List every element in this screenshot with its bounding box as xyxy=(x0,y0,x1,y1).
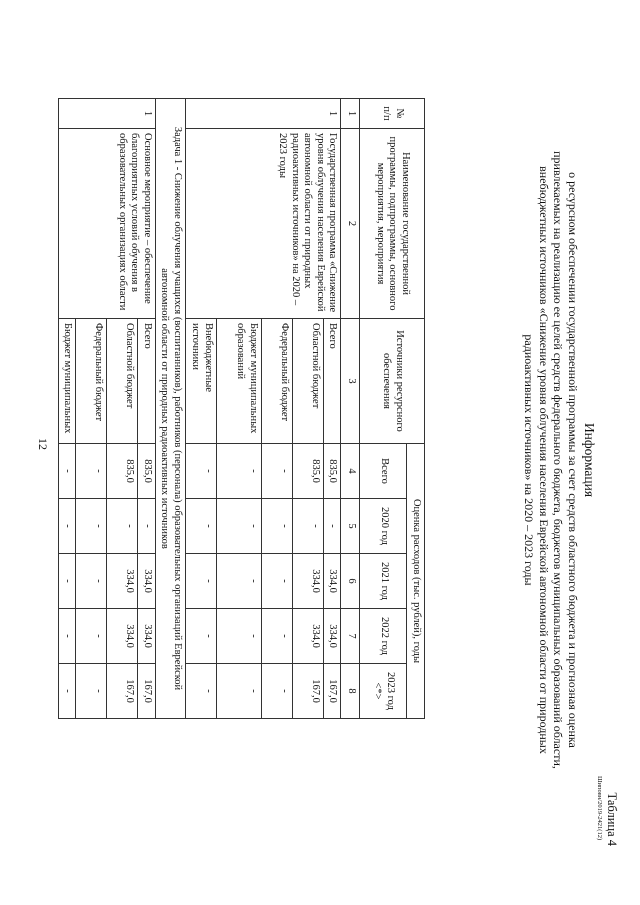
header-2020: 2020 год xyxy=(360,499,407,554)
index-cell: 5 xyxy=(341,499,360,554)
value-cell: - xyxy=(59,444,77,499)
value-cell: 835,0 xyxy=(138,444,156,499)
value-cell: 835,0 xyxy=(324,444,342,499)
index-cell: 2 xyxy=(341,129,360,319)
resource-table xyxy=(58,98,425,771)
source-cell: Бюджет муниципальных образований xyxy=(217,319,262,444)
value-cell: 167,0 xyxy=(138,664,156,719)
subtitle-line: радиоактивных источников» на 2020 – 2023 годы xyxy=(522,334,537,586)
index-cell: 1 xyxy=(341,99,360,129)
value-cell: - xyxy=(76,499,107,554)
source-cell: Всего xyxy=(324,319,342,444)
source-cell: Областной бюджет xyxy=(107,319,138,444)
header-estimate: Оценка расходов (тыс. рублей), годы xyxy=(407,444,425,719)
value-cell: - xyxy=(217,664,262,719)
value-cell: - xyxy=(186,444,217,499)
header-2023: 2023 год <*> xyxy=(360,664,407,719)
source-cell: Областной бюджет xyxy=(293,319,324,444)
value-cell: 167,0 xyxy=(324,664,342,719)
value-cell: 167,0 xyxy=(293,664,324,719)
header-no: № п/п xyxy=(360,99,425,129)
value-cell: - xyxy=(138,499,156,554)
source-cell: Бюджет муниципальных xyxy=(59,319,77,444)
value-cell: - xyxy=(186,499,217,554)
page-number: 12 xyxy=(36,438,50,450)
value-cell: - xyxy=(217,499,262,554)
value-cell: - xyxy=(186,554,217,609)
document-title: Информация xyxy=(582,422,597,498)
value-cell: - xyxy=(217,554,262,609)
value-cell: - xyxy=(217,444,262,499)
value-cell: 334,0 xyxy=(107,554,138,609)
source-cell: Внебюджетные источники xyxy=(186,319,217,444)
index-cell: 3 xyxy=(341,319,360,444)
table-label: Таблица 4 xyxy=(605,792,619,846)
value-cell: 334,0 xyxy=(293,554,324,609)
value-cell: 334,0 xyxy=(324,609,342,664)
value-cell: 334,0 xyxy=(293,609,324,664)
value-cell: - xyxy=(59,609,77,664)
landscape-content xyxy=(51,50,621,860)
value-cell: - xyxy=(76,444,107,499)
value-cell: - xyxy=(262,609,293,664)
index-cell: 6 xyxy=(341,554,360,609)
source-cell: Всего xyxy=(138,319,156,444)
value-cell: - xyxy=(262,499,293,554)
subtitle-line: внебюджетных источников «Снижение уровня облучения населения Еврейской автономной области от природных xyxy=(537,166,551,754)
value-cell: 167,0 xyxy=(107,664,138,719)
value-cell: - xyxy=(59,499,77,554)
header-2022: 2022 год xyxy=(360,609,407,664)
document-heading xyxy=(522,90,597,830)
table-row xyxy=(138,99,156,771)
program-name: Государственная программа «Снижение уровня облучения населения Еврейской автономной области от природных радиоактивных источников» на 2020 – 2023 годы xyxy=(186,129,342,319)
row-number: 1 xyxy=(186,99,342,129)
index-cell: 4 xyxy=(341,444,360,499)
document-subtitle xyxy=(522,90,580,830)
value-cell: - xyxy=(217,609,262,664)
value-cell: 334,0 xyxy=(107,609,138,664)
value-cell: - xyxy=(76,554,107,609)
value-cell: 334,0 xyxy=(324,554,342,609)
table-row xyxy=(324,99,342,771)
value-cell: - xyxy=(59,554,77,609)
value-cell: - xyxy=(293,499,324,554)
value-cell: 334,0 xyxy=(138,609,156,664)
value-cell: - xyxy=(262,664,293,719)
header-name: Наименование государственной программы, подпрограммы, основного мероприятия, мероприятия xyxy=(360,129,425,319)
value-cell: - xyxy=(76,609,107,664)
header-total: Всего xyxy=(360,444,407,499)
subtitle-line: привлекаемых на реализацию ее целей средств федерального бюджета, бюджетов муниципальных образований области, xyxy=(551,151,566,769)
header-source: Источники ресурсного обеспечения xyxy=(360,319,425,444)
measure-name: Основное мероприятие – обеспечение благоприятных условий обучения в образовательных организациях области xyxy=(59,129,156,319)
value-cell: 835,0 xyxy=(107,444,138,499)
row-number: 1 xyxy=(59,99,156,129)
value-cell: - xyxy=(262,554,293,609)
value-cell: - xyxy=(186,664,217,719)
subtitle-line: о ресурсном обеспечении государственной программы за счет средств областного бюджета и прогнозная оценка xyxy=(566,172,580,748)
value-cell: - xyxy=(262,444,293,499)
value-cell: - xyxy=(59,664,77,719)
document-code: Шиповн/2019-2421(12) xyxy=(596,776,603,841)
source-cell: Федеральный бюджет xyxy=(76,319,107,444)
header-2021: 2021 год xyxy=(360,554,407,609)
table-row xyxy=(156,99,186,771)
value-cell: 334,0 xyxy=(138,554,156,609)
index-cell: 8 xyxy=(341,664,360,719)
value-cell: 835,0 xyxy=(293,444,324,499)
value-cell: - xyxy=(76,664,107,719)
task-heading: Задача 1 - Снижение облучения учащихся (воспитанников), работников (персонала) образовательных организаций Еврейской автономной области от природных радиоактивных источников xyxy=(156,99,186,719)
value-cell: - xyxy=(324,499,342,554)
value-cell: - xyxy=(186,609,217,664)
value-cell: - xyxy=(107,499,138,554)
source-cell: Федеральный бюджет xyxy=(262,319,293,444)
index-cell: 7 xyxy=(341,609,360,664)
